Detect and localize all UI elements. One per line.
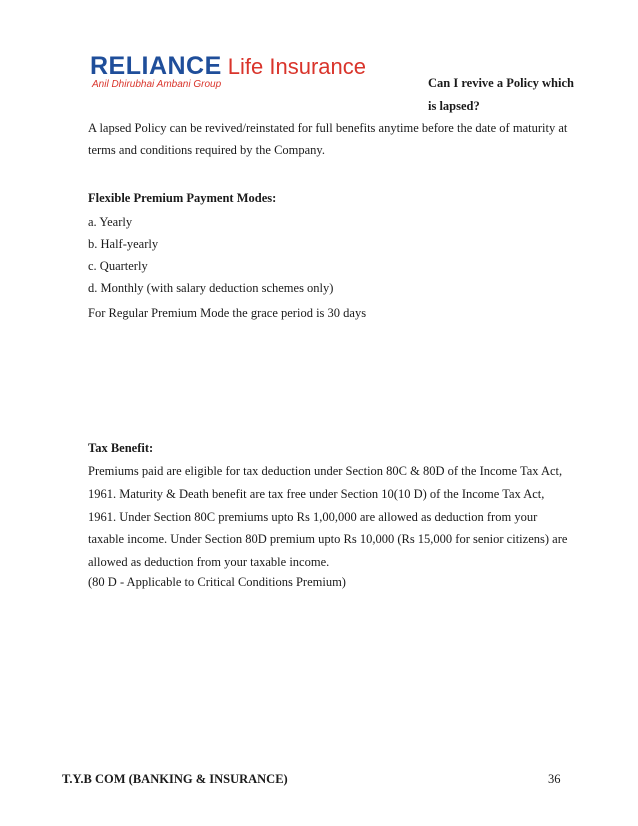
page-number: 36 <box>548 772 561 786</box>
question-line-2: is lapsed? <box>428 99 480 113</box>
grace-period-text: For Regular Premium Mode the grace period is 30 days <box>88 306 367 320</box>
lapsed-text-line-2: terms and conditions required by the Company. <box>88 143 325 157</box>
mode-item: a. Yearly <box>88 215 133 229</box>
tax-line: 1961. Under Section 80C premiums upto Rs 1,00,000 are allowed as deduction from your <box>88 510 538 524</box>
tax-line: taxable income. Under Section 80D premium upto Rs 10,000 (Rs 15,000 for senior citizens) are <box>88 532 568 546</box>
tax-line: (80 D - Applicable to Critical Conditions Premium) <box>88 575 346 589</box>
tax-line: 1961. Maturity & Death benefit are tax free under Section 10(10 D) of the Income Tax Act, <box>88 487 545 501</box>
tax-heading: Tax Benefit: <box>88 441 154 455</box>
question-line-1: Can I revive a Policy which <box>428 76 574 90</box>
tax-line: Premiums paid are eligible for tax deduction under Section 80C & 80D of the Income Tax Act, <box>88 464 563 478</box>
mode-item: c. Quarterly <box>88 259 148 273</box>
logo-wordmark <box>90 52 366 81</box>
tax-line: allowed as deduction from your taxable income. <box>88 555 330 569</box>
reliance-logo <box>90 52 390 96</box>
logo-product: Life Insurance <box>227 54 366 79</box>
mode-item: b. Half-yearly <box>88 237 159 251</box>
lapsed-text-line-1: A lapsed Policy can be revived/reinstated for full benefits anytime before the date of maturity at <box>88 121 568 135</box>
logo-brand: RELIANCE <box>90 52 222 80</box>
modes-heading: Flexible Premium Payment Modes: <box>88 191 277 205</box>
mode-item: d. Monthly (with salary deduction schemes only) <box>88 281 334 295</box>
footer-course: T.Y.B COM (BANKING & INSURANCE) <box>62 772 288 786</box>
logo-tagline: Anil Dhirubhai Ambani Group <box>92 79 222 90</box>
